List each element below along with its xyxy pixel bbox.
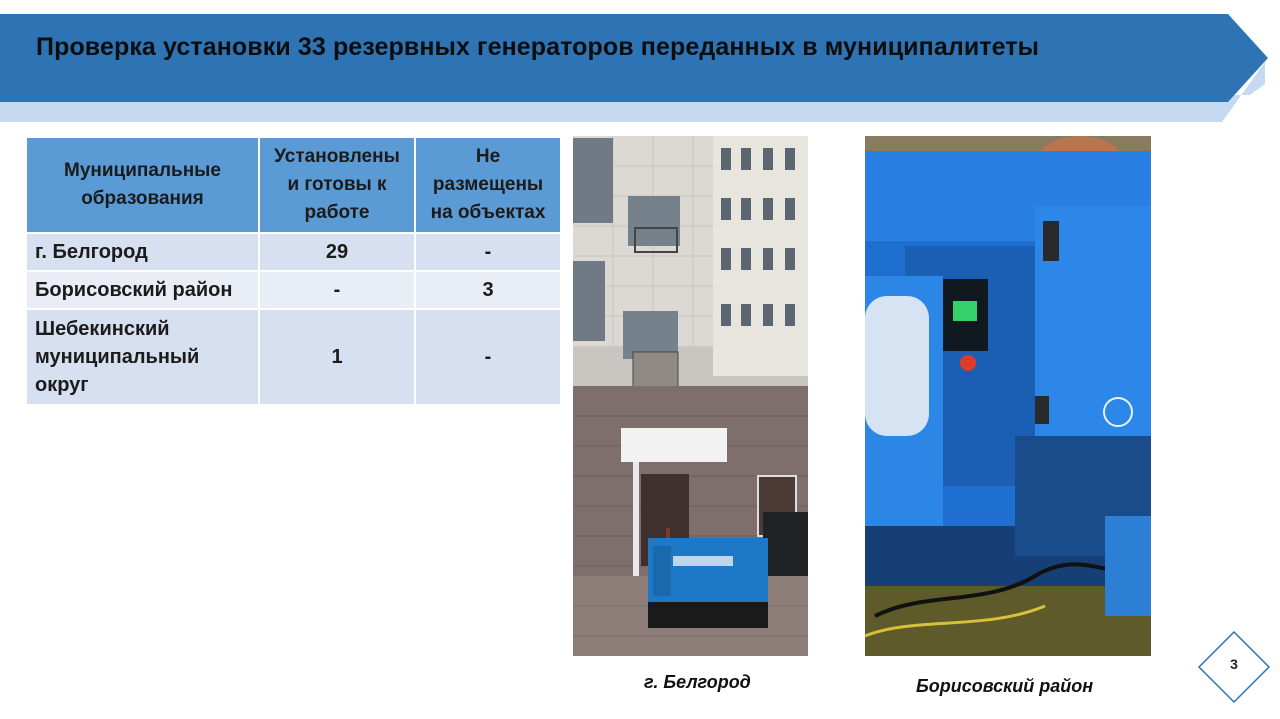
page-number: 3 (1230, 656, 1238, 672)
table-header-row (26, 137, 561, 233)
column-header-municipality: Муниципальные образования (26, 137, 259, 233)
cell-not-placed: 3 (415, 271, 561, 309)
borisovka-photo (865, 136, 1151, 656)
cell-not-placed: - (415, 309, 561, 405)
cell-municipality: Шебекинский муниципальный округ (26, 309, 259, 405)
cell-installed: - (259, 271, 415, 309)
column-header-not-placed: Не размещены на объектах (415, 137, 561, 233)
table-row (26, 233, 561, 271)
belgorod-photo (573, 136, 808, 656)
belgorod-caption: г. Белгород (644, 672, 751, 692)
cell-municipality: г. Белгород (26, 233, 259, 271)
cell-not-placed: - (415, 233, 561, 271)
cell-installed: 29 (259, 233, 415, 271)
generators-table (25, 136, 562, 406)
column-header-installed: Установлены и готовы к работе (259, 137, 415, 233)
header-banner (0, 0, 1280, 130)
cell-installed: 1 (259, 309, 415, 405)
table-row (26, 271, 561, 309)
cell-municipality: Борисовский район (26, 271, 259, 309)
borisovka-caption: Борисовский район (916, 676, 1094, 696)
table-row (26, 309, 561, 405)
page-title: Проверка установки 33 резервных генераторов переданных в муниципалитеты (36, 33, 1040, 61)
